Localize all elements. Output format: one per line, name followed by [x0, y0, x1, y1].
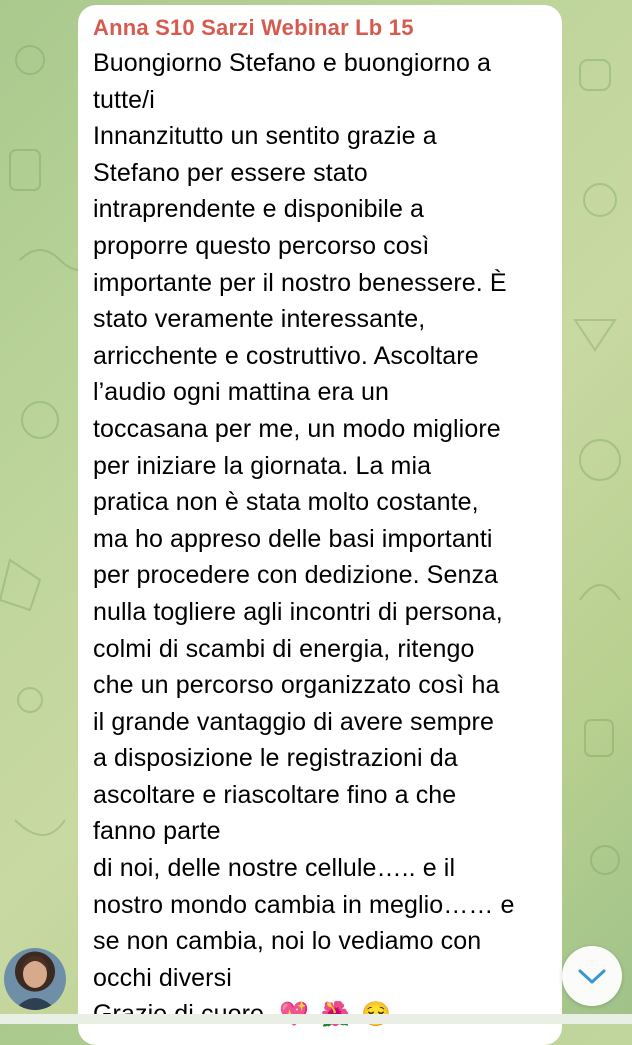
- message-line: che un percorso organizzato così ha: [93, 671, 500, 700]
- message-line: proporre questo percorso così: [93, 231, 430, 260]
- message-line: a disposizione le registrazioni da: [93, 744, 458, 773]
- message-line: toccasana per me, un modo migliore: [93, 414, 501, 443]
- message-line: per procedere con dedizione. Senza: [93, 561, 499, 590]
- message-line: Buongiorno Stefano e buongiorno a: [93, 49, 492, 77]
- message-line: stato veramente interessante,: [93, 305, 426, 334]
- message-line: pratica non è stata molto costante,: [93, 488, 479, 517]
- message-line: ascoltare e riascoltare fino a che: [93, 780, 457, 809]
- message-line: fanno parte: [93, 817, 221, 846]
- message-line: Stefano per essere stato: [93, 158, 368, 187]
- message-line: di noi, delle nostre cellule….. e il: [93, 854, 456, 883]
- scroll-down-button[interactable]: [562, 946, 622, 1006]
- message-line: nostro mondo cambia in meglio…… e: [93, 890, 515, 919]
- message-line: il grande vantaggio di avere sempre: [93, 707, 494, 736]
- sender-name[interactable]: Anna S10 Sarzi Webinar Lb 15: [93, 15, 414, 40]
- message-line: occhi diversi: [93, 963, 232, 992]
- message-line: tutte/i: [93, 85, 155, 114]
- message-line: nulla togliere agli incontri di persona,: [93, 597, 503, 626]
- message-bubble[interactable]: [78, 5, 562, 1045]
- chevron-down-icon: [577, 966, 607, 986]
- message-line: per iniziare la giornata. La mia: [93, 451, 432, 480]
- message-line: colmi di scambi di energia, ritengo: [93, 634, 475, 663]
- message-line: intraprendente e disponibile a: [93, 195, 425, 224]
- message-line: l’audio ogni mattina era un: [93, 378, 389, 407]
- message-line: importante per il nostro benessere. È: [93, 268, 507, 297]
- sender-avatar[interactable]: [4, 948, 66, 1010]
- bottom-bar: [0, 1014, 632, 1024]
- message-line: Innanzitutto un sentito grazie a: [93, 122, 437, 151]
- message-line: se non cambia, noi lo vediamo con: [93, 927, 482, 956]
- avatar-icon: [4, 948, 66, 1010]
- message-text: [93, 45, 542, 996]
- message-line: ma ho appreso delle basi importanti: [93, 524, 493, 553]
- message-line: arricchente e costruttivo. Ascoltare: [93, 341, 479, 370]
